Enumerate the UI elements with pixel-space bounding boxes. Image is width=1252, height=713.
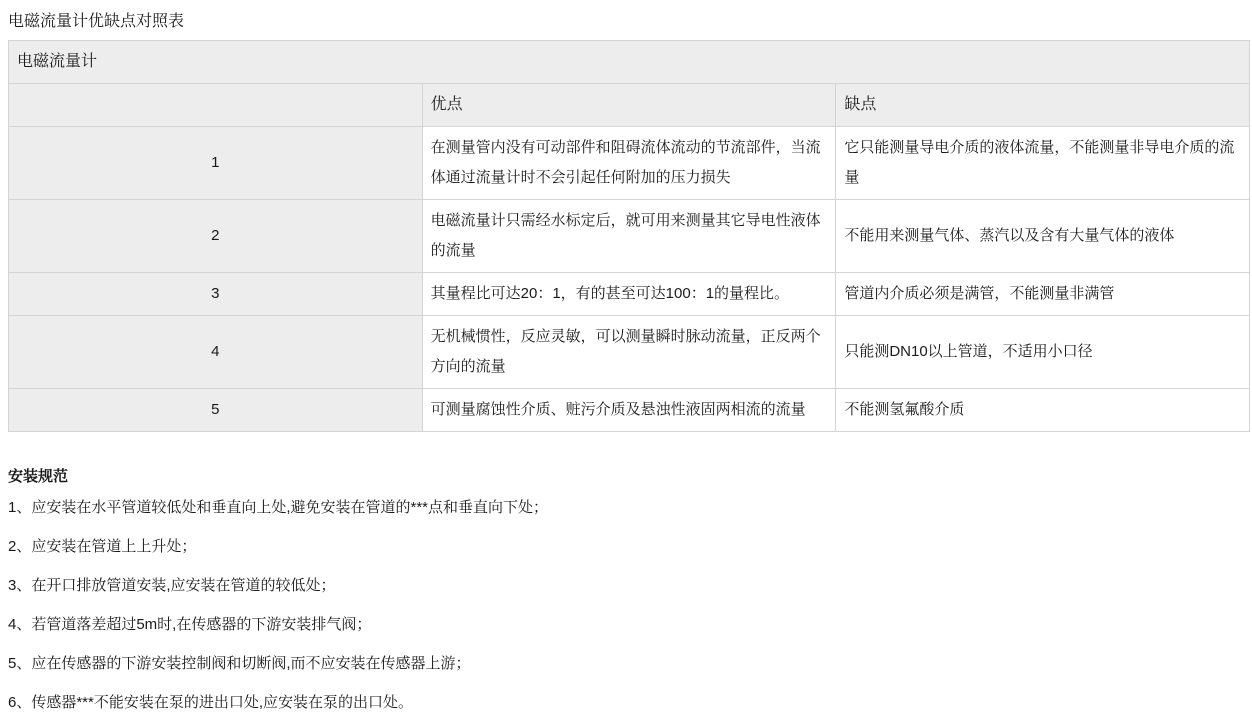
table-row (9, 389, 1250, 432)
spec-item: 5、应在传感器的下游安装控制阀和切断阀,而不应安装在传感器上游； (8, 655, 471, 672)
row-pro: 无机械惯性，反应灵敏，可以测量瞬时脉动流量，正反两个方向的流量 (422, 316, 836, 389)
row-index: 5 (9, 389, 423, 432)
row-index: 4 (9, 316, 423, 389)
section-title: 安装规范 (8, 468, 69, 485)
table-row (9, 273, 1250, 316)
row-con: 它只能测量导电介质的液体流量，不能测量非导电介质的流量 (836, 127, 1250, 200)
spec-item: 2、应安装在管道上上升处； (8, 538, 197, 555)
row-con: 不能测氢氟酸介质 (836, 389, 1250, 432)
table-column-header-row (9, 84, 1250, 127)
spec-item: 3、在开口排放管道安装,应安装在管道的较低处； (8, 577, 336, 594)
row-index: 2 (9, 200, 423, 273)
row-pro: 其量程比可达20：1，有的甚至可达100：1的量程比。 (422, 273, 836, 316)
row-pro: 在测量管内没有可动部件和阻碍流体流动的节流部件，当流体通过流量计时不会引起任何附加的压力损失 (422, 127, 836, 200)
row-con: 管道内介质必须是满管，不能测量非满管 (836, 273, 1250, 316)
spec-item: 6、传感器***不能安装在泵的进出口处,应安装在泵的出口处。 (8, 694, 414, 711)
column-header-index (9, 84, 423, 127)
row-pro: 电磁流量计只需经水标定后，就可用来测量其它导电性液体的流量 (422, 200, 836, 273)
table-header-row (9, 41, 1250, 84)
spec-item: 1、应安装在水平管道较低处和垂直向上处,避免安装在管道的***点和垂直向下处； (8, 499, 549, 516)
table-row (9, 200, 1250, 273)
spec-item: 4、若管道落差超过5m时,在传感器的下游安装排气阀； (8, 616, 372, 633)
installation-spec-section (0, 466, 1252, 713)
column-header-pros: 优点 (422, 84, 836, 127)
column-header-cons: 缺点 (836, 84, 1250, 127)
row-con: 不能用来测量气体、蒸汽以及含有大量气体的液体 (836, 200, 1250, 273)
row-index: 3 (9, 273, 423, 316)
row-pro: 可测量腐蚀性介质、赃污介质及悬浊性液固两相流的流量 (422, 389, 836, 432)
row-con: 只能测DN10以上管道，不适用小口径 (836, 316, 1250, 389)
page-title: 电磁流量计优缺点对照表 (8, 13, 185, 30)
table-row (9, 127, 1250, 200)
comparison-table (8, 40, 1250, 432)
table-row (9, 316, 1250, 389)
table-header-title: 电磁流量计 (9, 41, 1250, 84)
row-index: 1 (9, 127, 423, 200)
